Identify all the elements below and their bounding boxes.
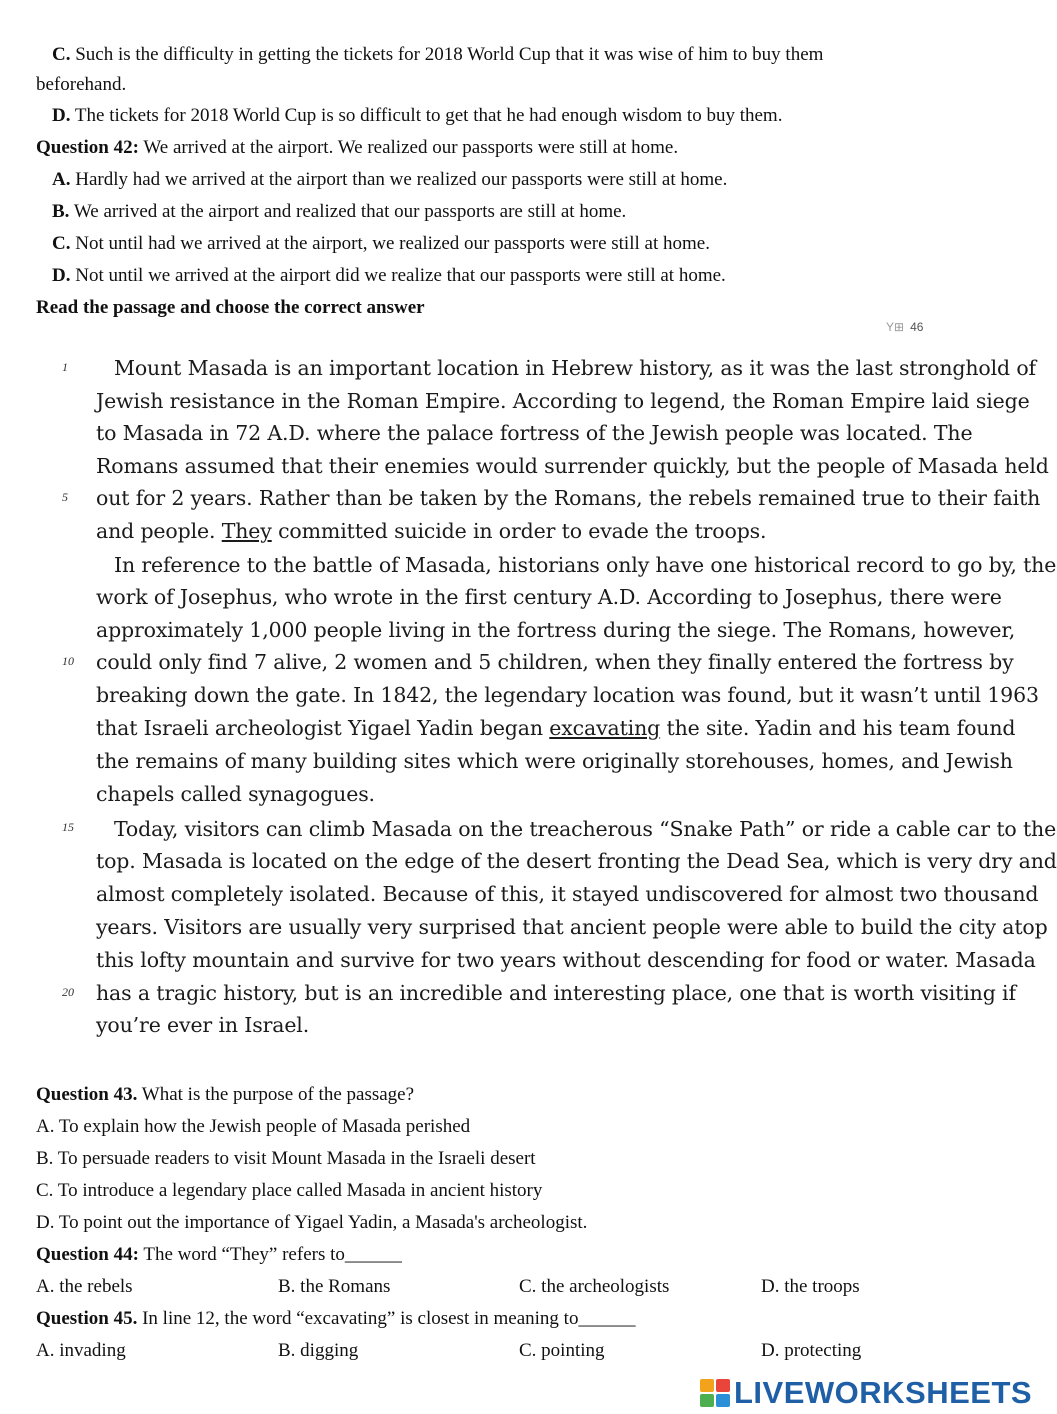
line-number: 10 (62, 654, 74, 668)
passage-text: and people. (96, 519, 216, 543)
underlined-word-excavating: excavating (549, 716, 661, 740)
underlined-word-they: They (221, 519, 272, 543)
option-letter: D. (52, 265, 71, 286)
page-number-value: 46 (910, 320, 924, 334)
q42-option-c (52, 232, 710, 256)
question-label: Question 42: (36, 137, 139, 158)
q41-option-c-cont: beforehand. (36, 74, 127, 95)
q44-option-b[interactable]: B. the Romans (278, 1276, 391, 1297)
q43-option-c[interactable]: C. To introduce a legendary place called Masada in ancient history (36, 1180, 543, 1201)
passage-line: almost completely isolated. Because of this, it stayed undiscovered for almost two thousand (96, 882, 1039, 906)
option-text: Not until had we arrived at the airport, we realized our passports were still at home. (75, 233, 710, 254)
q44-option-c[interactable]: C. the archeologists (519, 1276, 670, 1297)
passage-line: Romans assumed that their enemies would surrender quickly, but the people of Masada held (96, 454, 1049, 478)
passage-line: could only find 7 alive, 2 women and 5 children, when they finally entered the fortress by (96, 650, 1014, 674)
option-letter: C. (52, 44, 71, 65)
q43-option-d[interactable]: D. To point out the importance of Yigael Yadin, a Masada's archeologist. (36, 1212, 588, 1233)
passage-line: the remains of many building sites which were originally storehouses, homes, and Jewish (96, 749, 1013, 773)
passage-line: has a tragic history, but is an incredible and interesting place, one that is worth visiting if (96, 981, 1016, 1005)
passage-line: years. Visitors are usually very surprised that ancient people were able to build the city atop (96, 915, 1048, 939)
passage-line: out for 2 years. Rather than be taken by the Romans, the rebels remained true to their faith (96, 486, 1041, 510)
option-text: The tickets for 2018 World Cup is so difficult to get that he had enough wisdom to buy them. (74, 105, 783, 126)
q42-option-d (52, 264, 726, 288)
q45-option-d[interactable]: D. protecting (761, 1340, 862, 1361)
q44-option-d[interactable]: D. the troops (761, 1276, 860, 1297)
q45-option-c[interactable]: C. pointing (519, 1340, 605, 1361)
question-stem: In line 12, the word “excavating” is closest in meaning to______ (142, 1308, 636, 1329)
passage-text: committed suicide in order to evade the troops. (278, 519, 767, 543)
option-letter: A. (52, 169, 71, 190)
liveworksheets-logo (700, 1376, 1032, 1410)
passage-text: the site. Yadin and his team found (666, 716, 1016, 740)
option-text: Hardly had we arrived at the airport than we realized our passports were still at home. (75, 169, 728, 190)
passage-line: Jewish resistance in the Roman Empire. According to legend, the Roman Empire laid siege (96, 389, 1030, 413)
instruction: Read the passage and choose the correct answer (36, 297, 425, 318)
question-42 (36, 136, 678, 160)
passage-line: Mount Masada is an important location in Hebrew history, as it was the last stronghold of (114, 356, 1036, 380)
passage-line: this lofty mountain and survive for two years without descending for food or water. Masada (96, 948, 1036, 972)
question-stem: The word “They” refers to______ (143, 1244, 402, 1265)
q41-option-d (52, 104, 782, 128)
q44-option-a[interactable]: A. the rebels (36, 1276, 133, 1297)
scan-mark-icon: Y⊞ (886, 320, 905, 334)
option-letter: C. (52, 233, 71, 254)
line-number: 5 (62, 490, 68, 504)
line-number: 15 (62, 820, 74, 834)
passage-line: approximately 1,000 people living in the fortress during the siege. The Romans, however, (96, 618, 1016, 642)
question-label: Question 44: (36, 1244, 139, 1265)
passage-line (96, 715, 1015, 741)
line-number: 20 (62, 985, 74, 999)
q42-option-a (52, 168, 727, 192)
option-letter: B. (52, 201, 70, 222)
question-stem: What is the purpose of the passage? (141, 1084, 415, 1105)
passage-line: breaking down the gate. In 1842, the legendary location was found, but it wasn’t until 1963 (96, 683, 1039, 707)
passage-line: top. Masada is located on the edge of the desert fronting the Dead Sea, which is very dry and (96, 849, 1057, 873)
passage-line: you’re ever in Israel. (96, 1013, 310, 1037)
question-stem: We arrived at the airport. We realized our passports were still at home. (143, 137, 679, 158)
question-label: Question 43. (36, 1084, 138, 1105)
liveworksheets-logo-icon (700, 1379, 730, 1407)
question-45 (36, 1307, 635, 1331)
option-letter: D. (52, 105, 71, 126)
passage-line: to Masada in 72 A.D. where the palace fortress of the Jewish people was located. The (96, 421, 973, 445)
passage-line: In reference to the battle of Masada, historians only have one historical record to go by, the (114, 553, 1057, 577)
passage-line: Today, visitors can climb Masada on the treacherous “Snake Path” or ride a cable car to the (114, 817, 1057, 841)
passage-line: chapels called synagogues. (96, 782, 375, 806)
q41-option-c (52, 43, 823, 67)
option-text: Such is the difficulty in getting the tickets for 2018 World Cup that it was wise of him to buy them (75, 44, 824, 65)
q45-option-b[interactable]: B. digging (278, 1340, 359, 1361)
question-43 (36, 1083, 414, 1107)
passage-line: work of Josephus, who wrote in the first century A.D. According to Josephus, there were (96, 585, 1002, 609)
reading-passage (0, 340, 1057, 1040)
q45-option-a[interactable]: A. invading (36, 1340, 126, 1361)
q43-option-a[interactable]: A. To explain how the Jewish people of Masada perished (36, 1116, 471, 1137)
line-number: 1 (62, 360, 68, 374)
brand-name: LIVEWORKSHEETS (734, 1375, 1033, 1410)
question-label: Question 45. (36, 1308, 138, 1329)
q42-option-b (52, 200, 626, 224)
q43-option-b[interactable]: B. To persuade readers to visit Mount Masada in the Israeli desert (36, 1148, 536, 1169)
passage-line (96, 518, 766, 544)
passage-text: that Israeli archeologist Yigael Yadin began (96, 716, 543, 740)
option-text: We arrived at the airport and realized that our passports are still at home. (73, 201, 627, 222)
question-44 (36, 1243, 402, 1267)
page-number (886, 320, 923, 334)
option-text: Not until we arrived at the airport did we realize that our passports were still at home. (75, 265, 726, 286)
